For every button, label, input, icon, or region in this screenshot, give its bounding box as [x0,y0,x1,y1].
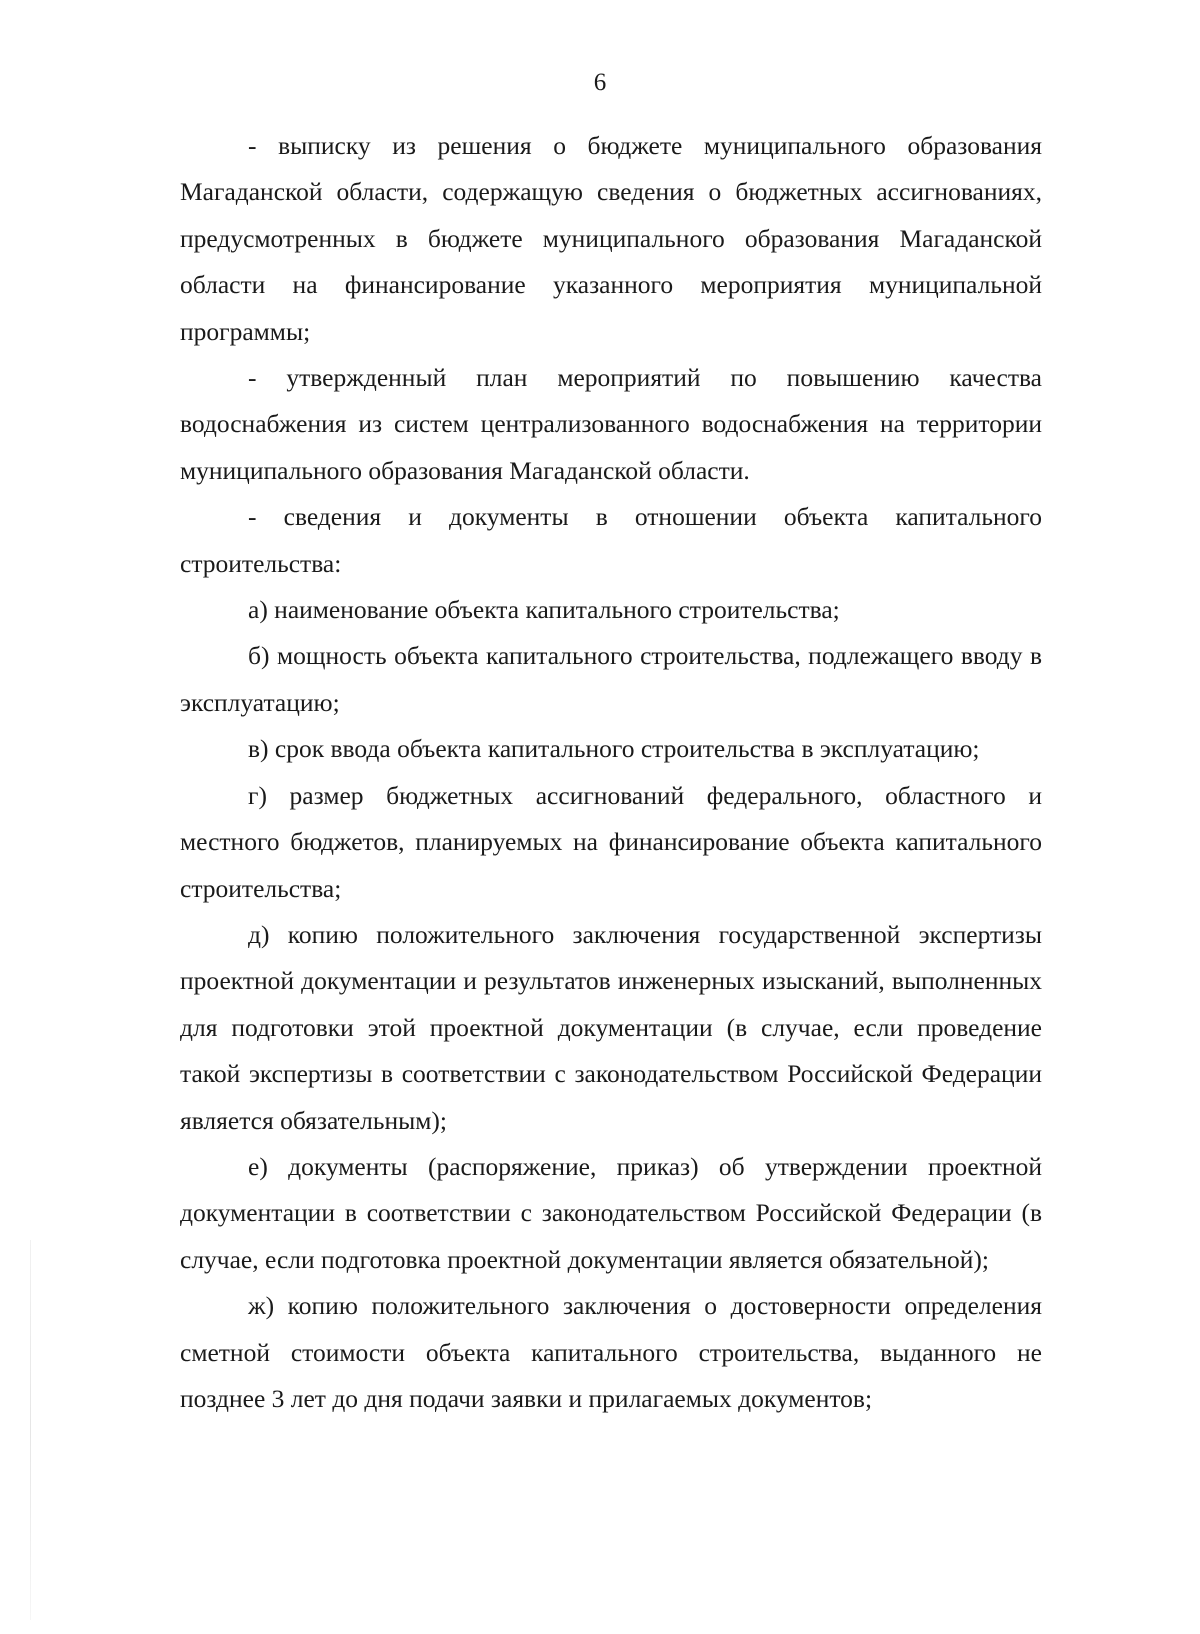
scan-edge-shadow [30,1240,31,1620]
paragraph-budget-extract: - выписку из решения о бюджете муниципального образования Магаданской области, содержащую сведения о бюджетных ассигнованиях, предусмотренных в бюджете муниципального образования Магаданской области на финансирование указанного мероприятия муниципальной программы; [180,131,1042,346]
page-number: 6 [593,69,607,96]
document-body [180,123,1042,1422]
paragraph-item-a: а) наименование объекта капитального строительства; [248,595,840,625]
paragraph-item-b: б) мощность объекта капитального строительства, подлежащего вводу в эксплуатацию; [180,641,1042,717]
paragraph-item-g: г) размер бюджетных ассигнований федерального, областного и местного бюджетов, планируемых на финансирование объекта капитального строительства; [180,780,1042,903]
paragraph-item-v: в) срок ввода объекта капитального строительства в эксплуатацию; [248,734,980,764]
paragraph-item-zh: ж) копию положительного заключения о достоверности определения сметной стоимости объекта капитального строительства, выданного не позднее 3 лет до дня подачи заявки и прилагаемых документов; [180,1291,1042,1413]
paragraph-item-d: д) копию положительного заключения государственной экспертизы проектной документации и результатов инженерных изысканий, выполненных для подготовки этой проектной документации (в случае, если проведение такой экспертизы в соответствии с законодательством Российской Федерации является обязательным); [180,919,1042,1135]
paragraph-water-plan: - утвержденный план мероприятий по повышению качества водоснабжения из систем централизованного водоснабжения на территории муниципального образования Магаданской области. [180,363,1042,485]
paragraph-item-e: е) документы (распоряжение, приказ) об утверждении проектной документации в соответствии с законодательством Российской Федерации (в случае, если подготовка проектной документации является обязательной); [180,1151,1042,1274]
paragraph-construction-info: - сведения и документы в отношении объекта капитального строительства: [180,502,1042,578]
